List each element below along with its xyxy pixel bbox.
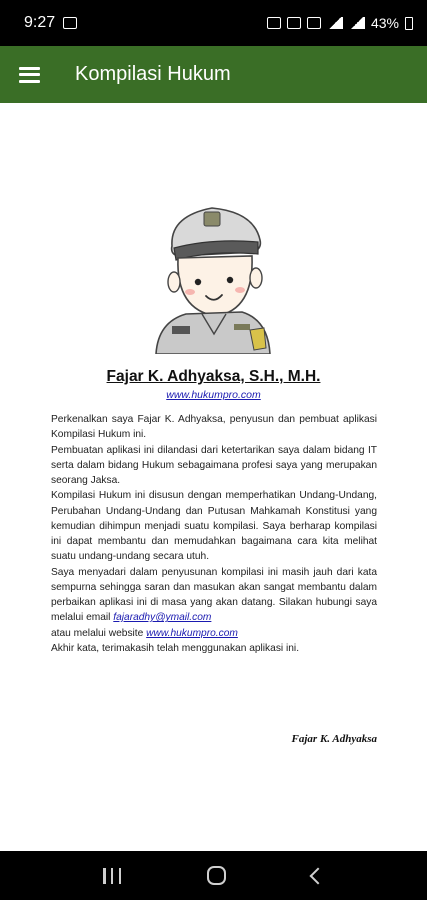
police-officer-avatar [150,198,274,354]
signature: Fajar K. Adhyaksa [291,733,377,745]
gallery-notification-icon [63,17,77,29]
paragraph-feedback [51,565,377,626]
battery-percent: 43% [370,15,399,31]
signal-icon [327,17,343,29]
recents-icon[interactable] [103,868,121,884]
author-website-link[interactable]: www.hukumpro.com [166,389,261,401]
paragraph-motivation: Pembuatan aplikasi ini dilandasi dari ketertarikan saya dalam bidang IT serta dalam bidang Hukum sebagaimana profesi saya yang merupakan seorang Jaksa. [51,444,377,486]
paragraph-website [51,626,377,641]
author-name: Fajar K. Adhyaksa, S.H., M.H. [106,368,321,385]
back-icon[interactable] [310,867,327,884]
hamburger-menu-icon[interactable] [19,67,40,83]
email-link[interactable]: fajaradhy@ymail.com [113,612,212,624]
status-right [267,15,413,31]
hotspot-icon [307,17,321,29]
home-icon[interactable] [207,866,226,885]
signal-icon-2 [349,17,365,29]
status-bar [0,0,427,46]
about-content [0,103,427,851]
navigation-bar [0,851,427,900]
mute-icon [287,17,301,29]
feedback-text: Saya menyadari dalam penyusunan kompilasi ini masih jauh dari kata sempurna sehingga saran dan masukan akan sangat membantu dalam perbaikan aplikasi ini di masa yang akan datang. Silakan hubungi saya melalui email [51,566,377,624]
paragraph-compilation: Kompilasi Hukum ini disusun dengan memperhatikan Undang-Undang, Perubahan Undang-Undang dan Putusan Mahkamah Konstitusi yang kemudian dihimpun menjadi suatu kompilasi. Saya berharap kompilasi ini dapat membantu dan memudahkan bagaimana cara kita melihat suatu undang-undang secara utuh. [51,490,377,563]
app-title: Kompilasi Hukum [75,63,231,85]
alarm-icon [267,17,281,29]
status-time: 9:27 [24,14,56,31]
app-bar [0,46,427,103]
website-prefix: atau melalui website [51,627,147,639]
website-link[interactable]: www.hukumpro.com [146,627,238,639]
paragraph-closing: Akhir kata, terimakasih telah menggunakan aplikasi ini. [51,642,300,654]
battery-icon [405,17,413,30]
about-text [51,412,377,656]
paragraph-intro: Perkenalkan saya Fajar K. Adhyaksa, penyusun dan pembuat aplikasi Kompilasi Hukum ini. [51,414,377,441]
status-left [24,14,77,32]
